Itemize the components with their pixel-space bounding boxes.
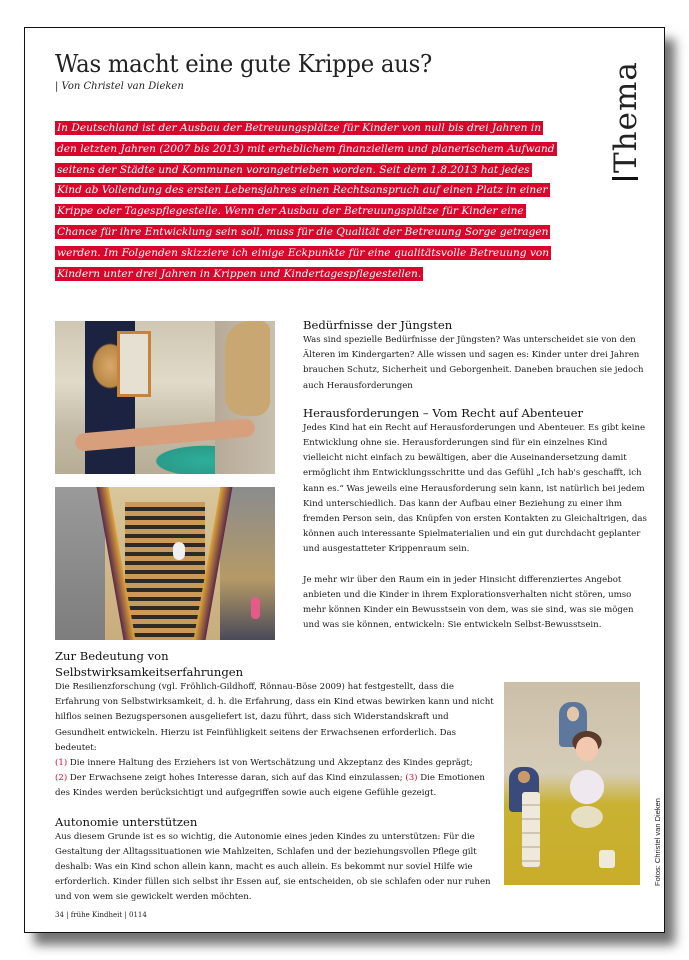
heading-line-1: Zur Bedeutung von (55, 649, 169, 663)
photo-child-dice (504, 682, 640, 885)
point-text: Der Erwachsene zeigt hohes Interesse daran, sich auf das Kind einzulassen; (67, 773, 406, 784)
magazine-page (24, 27, 665, 933)
intro-text: In Deutschland ist der Ausbau der Betreuungsplätze für Kinder von null bis drei Jahren in den letzten Jahren (2007 bis 2013) mit erheblichem finanziellem und planerischem Aufwand seitens der Städte und Kommunen vorangetrieben worden. Seit dem 1.8.2013 hat jedes Kind ab Vollendung des ersten Lebensjahres einen Rechtsanspruch auf einen Platz in einer Krippe oder Tagespflegestelle. Wenn der Ausbau der Betreuungsplätze für Kinder eine Chance für ihre Entwicklung sein soll, muss für die Qualität der Betreuung Sorge getragen werden. Im Folgenden skizziere ich einige Eckpunkte für eine qualitätsvolle Betreuung von Kindern unter drei Jahren in Krippen und Kindertagespflegestellen. (57, 122, 555, 280)
point-number: (3) (405, 773, 418, 784)
heading-herausforderungen: Herausforderungen – Vom Recht auf Abenteuer (303, 405, 584, 420)
heading-line-2: Selbstwirksamkeitserfahrungen (55, 665, 244, 679)
heading-autonomie: Autonomie unterstützen (55, 814, 198, 829)
photo-detail (125, 502, 205, 640)
bottom-column (55, 648, 495, 906)
right-column (303, 318, 648, 633)
photo-detail (117, 331, 151, 397)
point-text: Die innere Haltung des Erziehers ist von Wertschätzung und Akzeptanz des Kindes geprägt; (67, 758, 473, 769)
photo-detail (55, 487, 105, 640)
body-selbstwirksamkeit (55, 680, 495, 802)
photo-detail (251, 597, 260, 619)
section-label-text: Thema (608, 61, 644, 173)
photo-staircase (55, 487, 275, 640)
point-text: Die Emotionen des Kindes werden berücksichtigt und aufgegriffen sowie auch eigene Gefühle gezeigt. (55, 773, 485, 799)
body-herausforderungen-2: Je mehr wir über den Raum ein in jeder Hinsicht differenziertes Angebot anbieten und die Kinder in ihrem Explorationsverhalten nicht stören, umso mehr können Kinder ein Bewusstsein von dem, was sie sind, was sie mögen und was sie können, entwickeln: Sie entwickeln Selbst-Bewusstsein. (303, 574, 634, 631)
body-beduerfnisse: Was sind spezielle Bedürfnisse der Jüngsten? Was unterscheidet sie von den Älteren im Kindergarten? Alle wissen und sagen es: Kinder unter drei Jahren brauchen Schutz, Sicherheit und Geborgenheit. Daneben brauchen sie jedoch auch Herausforderungen (303, 335, 644, 391)
photo-child-running (55, 321, 275, 474)
intro-paragraph (55, 118, 555, 284)
heading-selbstwirksamkeit (55, 648, 495, 680)
body-herausforderungen: Jedes Kind hat ein Recht auf Herausforderungen und Abenteuer. Es gibt keine Entwicklung ohne sie. Herausforderungen sind für ein einzelnes Kind vielleicht nicht einfach zu bewältigen, aber die Auseinandersetzung damit ermöglicht ihm Entwicklungsschritte und das Gefühl „Ich hab's geschafft, ich kann es.“ Was jeweils eine Herausforderung sein kann, ist natürlich bei jedem Kind unterschiedlich. Das kann der Aufbau einer Beziehung zu einer ihm fremden Person sein, das Knüpfen von ersten Kontakten zu Gleichaltrigen, das können auch interessante Spielmaterialien und ein gut durchdacht geplanter und ausgestatteter Krippenraum sein. (303, 422, 647, 555)
page-footer: 34 | frühe Kindheit | 0114 (55, 911, 147, 919)
photo-credit: Fotos: Christel van Dieken (653, 798, 662, 886)
heading-beduerfnisse: Bedürfnisse der Jüngsten (303, 318, 453, 332)
photo-detail (599, 850, 615, 868)
body-autonomie: Aus diesem Grunde ist es so wichtig, die Autonomie eines jeden Kindes zu unterstützen: Für die Gestaltung der Alltagssituationen wie Mahlzeiten, Schlafen und der beziehungsvollen Pflege gilt deshalb: Was ein Kind schon allein kann, macht es auch allein. Es bekommt nur soviel Hilfe wie erforderlich. Kinder füllen sich selbst ihr Essen auf, sie entscheiden, ob sie schlafen oder nur ruhen und von wem sie gewickelt werden möchten. (55, 831, 491, 903)
photo-detail (559, 727, 614, 837)
article-title: Was macht eine gute Krippe aus? (55, 49, 432, 78)
photo-detail (225, 321, 270, 416)
point-number: (2) (55, 773, 68, 784)
photo-detail (522, 792, 540, 867)
section-label (608, 61, 644, 180)
section-label-bar (612, 177, 638, 180)
body-text: Die Resilienzforschung (vgl. Fröhlich-Gildhoff, Rönnau-Böse 2009) hat festgestellt, dass die Erfahrung von Selbstwirksamkeit, d. h. die Erfahrung, dass ein Kind etwas bewirken kann und nicht hilflos seinen Bezugspersonen ausgeliefert ist, dazu führt, dass sich Widerstandskraft und Gesundheit entwickeln. Hierzu ist Feinfühligkeit seitens der Erwachsenen erforderlich. Das bedeutet: (55, 682, 494, 753)
point-number: (1) (55, 758, 68, 769)
photo-detail (173, 542, 185, 560)
author-byline: | Von Christel van Dieken (55, 81, 184, 92)
